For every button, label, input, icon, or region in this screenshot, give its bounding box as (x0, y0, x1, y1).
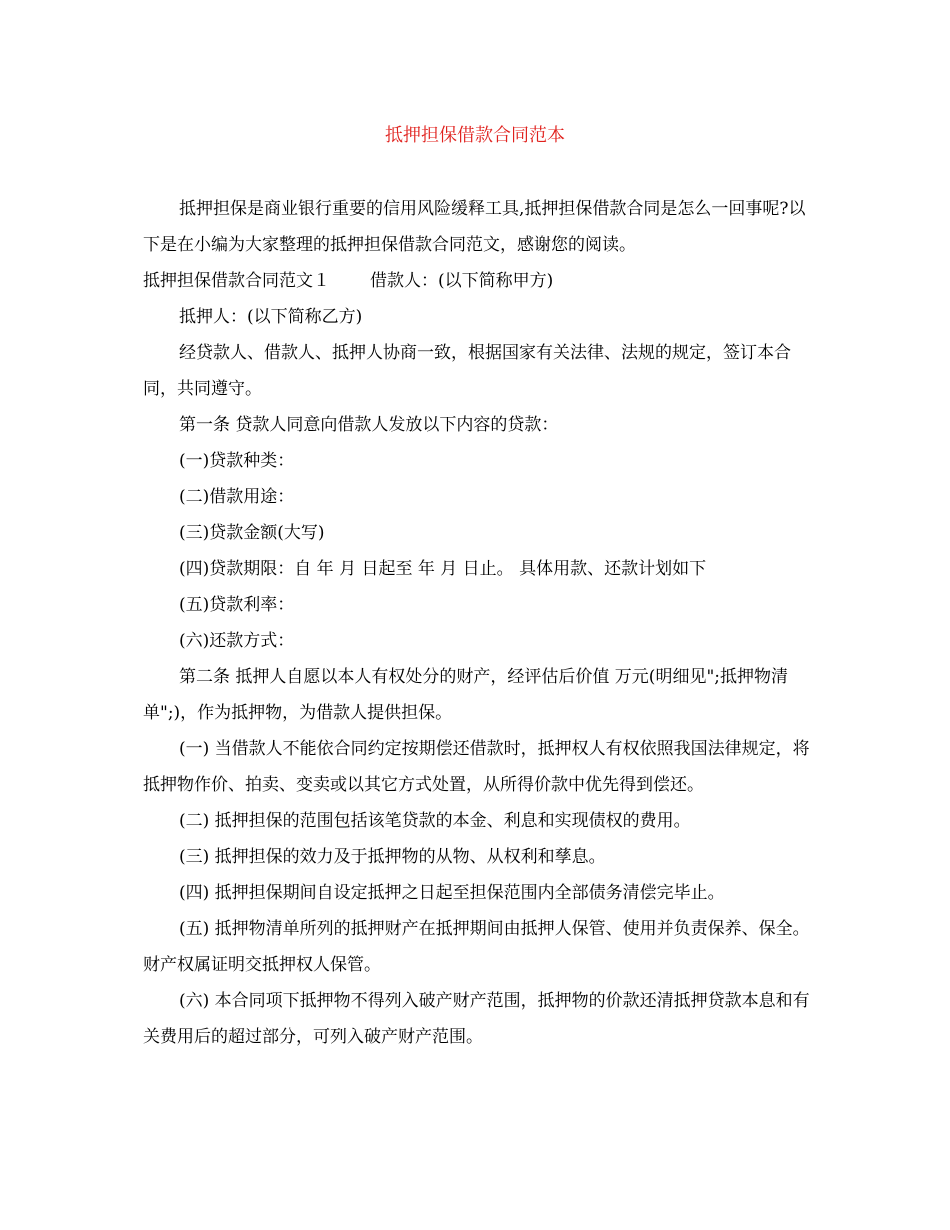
loan-item-6: (六)还款方式： (179, 631, 295, 651)
clause-3: (三) 抵押担保的效力及于抵押物的从物、从权利和孳息。 (179, 847, 606, 867)
clause-1: (一) 当借款人不能依合同约定按期偿还借款时，抵押权人有权依照我国法律规定，将抵押物作价、拍卖、变卖或以其它方式处置，从所得价款中优先得到偿还。 (143, 739, 810, 795)
clause-5: (五) 抵押物清单所列的抵押财产在抵押期间由抵押人保管、使用并负责保养、保全。财产权属证明交抵押权人保管。 (143, 919, 810, 975)
sample-heading-line (143, 263, 811, 299)
loan-item-4: (四)贷款期限：自 年 月 日起至 年 月 日止。 具体用款、还款计划如下 (179, 559, 707, 579)
loan-item-1: (一)贷款种类： (179, 451, 295, 471)
loan-item-5: (五)贷款利率： (179, 595, 295, 615)
loan-item-3: (三)贷款金额(大写) (179, 523, 325, 543)
document-title: 抵押担保借款合同范本 (385, 125, 565, 146)
document-body (143, 191, 811, 1055)
article-2: 第二条 抵押人自愿以本人有权处分的财产，经评估后价值 万元(明细见";抵押物清单";)，作为抵押物，为借款人提供担保。 (143, 667, 788, 723)
mortgagor-line: 抵押人：(以下简称乙方) (179, 307, 363, 327)
preamble-paragraph: 经贷款人、借款人、抵押人协商一致，根据国家有关法律、法规的规定，签订本合同，共同遵守。 (143, 343, 791, 399)
sample-heading: 抵押担保借款合同范文１ (143, 271, 330, 291)
borrower-line: 借款人：(以下简称甲方) (370, 271, 554, 291)
intro-paragraph: 抵押担保是商业银行重要的信用风险缓释工具,抵押担保借款合同是怎么一回事呢?以下是在小编为大家整理的抵押担保借款合同范文，感谢您的阅读。 (143, 199, 806, 255)
clause-4: (四) 抵押担保期间自设定抵押之日起至担保范围内全部债务清偿完毕止。 (179, 883, 725, 903)
clause-6: (六) 本合同项下抵押物不得列入破产财产范围，抵押物的价款还清抵押贷款本息和有关费用后的超过部分，可列入破产财产范围。 (143, 991, 810, 1047)
clause-2: (二) 抵押担保的范围包括该笔贷款的本金、利息和实现债权的费用。 (179, 811, 691, 831)
loan-item-2: (二)借款用途： (179, 487, 295, 507)
article-1: 第一条 贷款人同意向借款人发放以下内容的贷款： (179, 415, 559, 435)
